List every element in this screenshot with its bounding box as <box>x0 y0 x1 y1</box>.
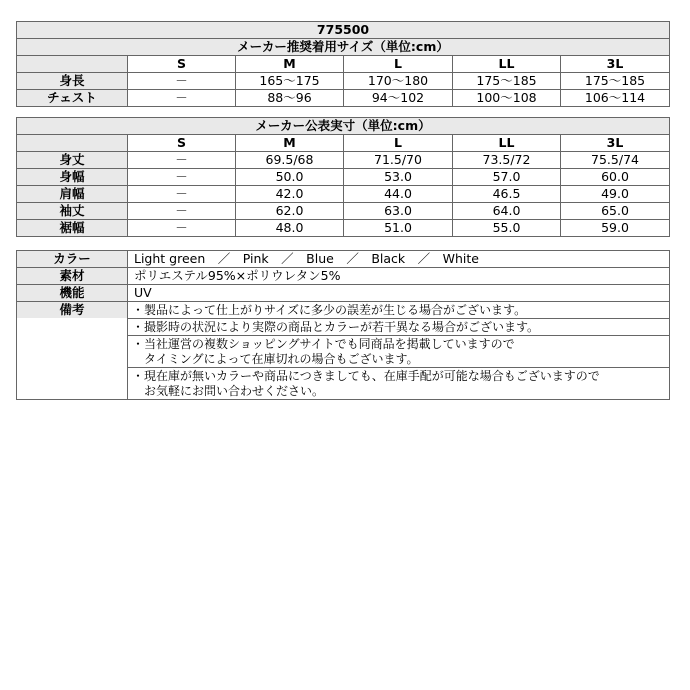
row-label: 裾幅 <box>17 220 128 237</box>
table-cell: 71.5/70 <box>344 152 453 169</box>
actual-size-title: メーカー公表実寸（単位:cm） <box>17 118 670 135</box>
info-row-color <box>17 251 670 268</box>
row-label: チェスト <box>17 90 128 107</box>
table-cell: 63.0 <box>344 203 453 220</box>
notes-label: 備考 <box>17 302 127 318</box>
table-cell: 62.0 <box>236 203 344 220</box>
row-label: 身幅 <box>17 169 128 186</box>
note-item: ・製品によって仕上がりサイズに多少の誤差が生じる場合がございます。 <box>128 302 670 319</box>
table-cell: 55.0 <box>453 220 561 237</box>
table-row <box>17 152 670 169</box>
table-cell: 73.5/72 <box>453 152 561 169</box>
size-header: S <box>128 135 236 152</box>
table-cell: 60.0 <box>561 169 670 186</box>
table-cell: 175～185 <box>453 73 561 90</box>
size-header: S <box>128 56 236 73</box>
size-header: LL <box>453 56 561 73</box>
size-header: LL <box>453 135 561 152</box>
size-header: M <box>236 135 344 152</box>
note-line: ・当社運営の複数ショッピングサイトでも同商品を掲載していますので <box>132 336 515 351</box>
note-row <box>17 302 670 319</box>
size-header: 3L <box>561 135 670 152</box>
table-row <box>17 203 670 220</box>
table-cell: － <box>128 169 236 186</box>
table-cell: 65.0 <box>561 203 670 220</box>
color-label: カラー <box>17 251 128 268</box>
size-header: M <box>236 56 344 73</box>
table-row <box>17 169 670 186</box>
row-label: 袖丈 <box>17 203 128 220</box>
table-row <box>17 220 670 237</box>
table-cell: 69.5/68 <box>236 152 344 169</box>
table-cell: 57.0 <box>453 169 561 186</box>
table-cell: 175～185 <box>561 73 670 90</box>
table-cell: － <box>128 220 236 237</box>
note-line: タイミングによって在庫切れの場合もございます。 <box>132 351 419 366</box>
row-label: 身長 <box>17 73 128 90</box>
table-cell: － <box>128 90 236 107</box>
table-cell: 64.0 <box>453 203 561 220</box>
size-header-row <box>17 56 670 73</box>
table-cell: 100～108 <box>453 90 561 107</box>
actual-size-table <box>16 117 670 237</box>
table-cell: 170～180 <box>344 73 453 90</box>
product-info-table <box>16 250 670 400</box>
corner-cell <box>17 135 128 152</box>
table-cell: 94～102 <box>344 90 453 107</box>
table-cell: － <box>128 73 236 90</box>
table-cell: 165～175 <box>236 73 344 90</box>
table-cell: 46.5 <box>453 186 561 203</box>
recommended-size-table <box>16 21 670 107</box>
function-label: 機能 <box>17 285 128 302</box>
table-cell: 53.0 <box>344 169 453 186</box>
material-label: 素材 <box>17 268 128 285</box>
table-cell: 88～96 <box>236 90 344 107</box>
table-row <box>17 90 670 107</box>
table-cell: 42.0 <box>236 186 344 203</box>
recommended-size-title: メーカー推奨着用サイズ（単位:cm） <box>17 39 670 56</box>
table-cell: － <box>128 152 236 169</box>
table-row <box>17 186 670 203</box>
info-row-function <box>17 285 670 302</box>
size-header: 3L <box>561 56 670 73</box>
corner-cell <box>17 56 128 73</box>
table-cell: 49.0 <box>561 186 670 203</box>
table-cell: 106～114 <box>561 90 670 107</box>
note-item <box>128 336 670 368</box>
function-value: UV <box>128 285 670 302</box>
product-code: 775500 <box>17 22 670 39</box>
table-cell: 44.0 <box>344 186 453 203</box>
note-item <box>128 368 670 400</box>
note-line: お気軽にお問い合わせください。 <box>132 383 325 398</box>
notes-label-cell <box>17 302 128 400</box>
table-cell: － <box>128 186 236 203</box>
table-cell: － <box>128 203 236 220</box>
table-cell: 48.0 <box>236 220 344 237</box>
note-line: ・現在庫が無いカラーや商品につきましても、在庫手配が可能な場合もございますので <box>132 368 600 383</box>
row-label: 身丈 <box>17 152 128 169</box>
row-label: 肩幅 <box>17 186 128 203</box>
table-row <box>17 73 670 90</box>
table-cell: 59.0 <box>561 220 670 237</box>
table-cell: 50.0 <box>236 169 344 186</box>
size-header-row <box>17 135 670 152</box>
table-cell: 75.5/74 <box>561 152 670 169</box>
info-row-material <box>17 268 670 285</box>
material-value: ポリエステル95%×ポリウレタン5% <box>128 268 670 285</box>
size-header: L <box>344 135 453 152</box>
table-cell: 51.0 <box>344 220 453 237</box>
note-item: ・撮影時の状況により実際の商品とカラーが若干異なる場合がございます。 <box>128 319 670 336</box>
size-header: L <box>344 56 453 73</box>
color-value: Light green ／ Pink ／ Blue ／ Black ／ White <box>128 251 670 268</box>
